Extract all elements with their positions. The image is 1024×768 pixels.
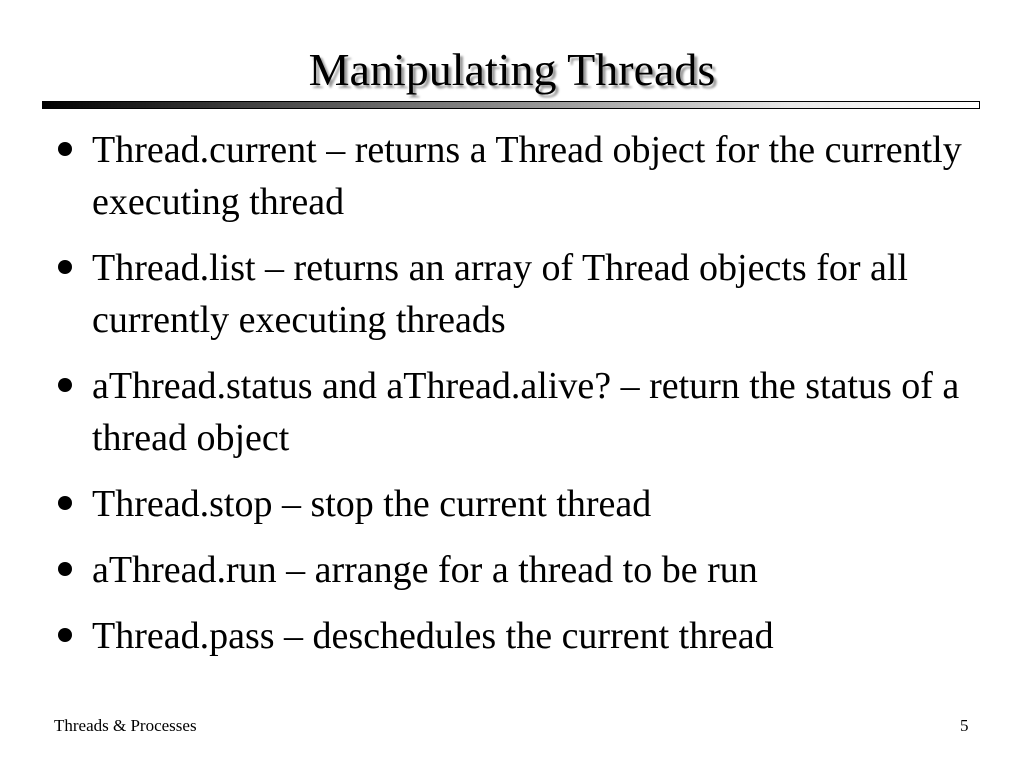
bullet-item [54, 544, 974, 596]
bullet-item [54, 242, 974, 346]
bullet-dot-icon [58, 260, 72, 274]
title-divider [42, 101, 980, 109]
bullet-text: Thread.stop – stop the current thread [92, 483, 652, 525]
bullet-text: Thread.list – returns an array of Thread objects for all currently executing threads [92, 247, 908, 341]
page-number: 5 [960, 716, 969, 735]
bullet-item [54, 478, 974, 530]
bullet-dot-icon [58, 378, 72, 392]
bullet-item [54, 360, 974, 464]
bullet-list [54, 124, 974, 676]
bullet-text: aThread.run – arrange for a thread to be run [92, 549, 758, 591]
bullet-text: Thread.pass – deschedules the current thread [92, 615, 774, 657]
footer-title: Threads & Processes [54, 716, 197, 735]
slide-title: Manipulating Threads [308, 44, 716, 95]
bullet-text: Thread.current – returns a Thread object for the currently executing thread [92, 129, 962, 223]
bullet-dot-icon [58, 496, 72, 510]
bullet-dot-icon [58, 628, 72, 642]
bullet-dot-icon [58, 142, 72, 156]
bullet-item [54, 124, 974, 228]
bullet-dot-icon [58, 562, 72, 576]
bullet-item [54, 610, 974, 662]
bullet-text: aThread.status and aThread.alive? – return the status of a thread object [92, 365, 960, 459]
